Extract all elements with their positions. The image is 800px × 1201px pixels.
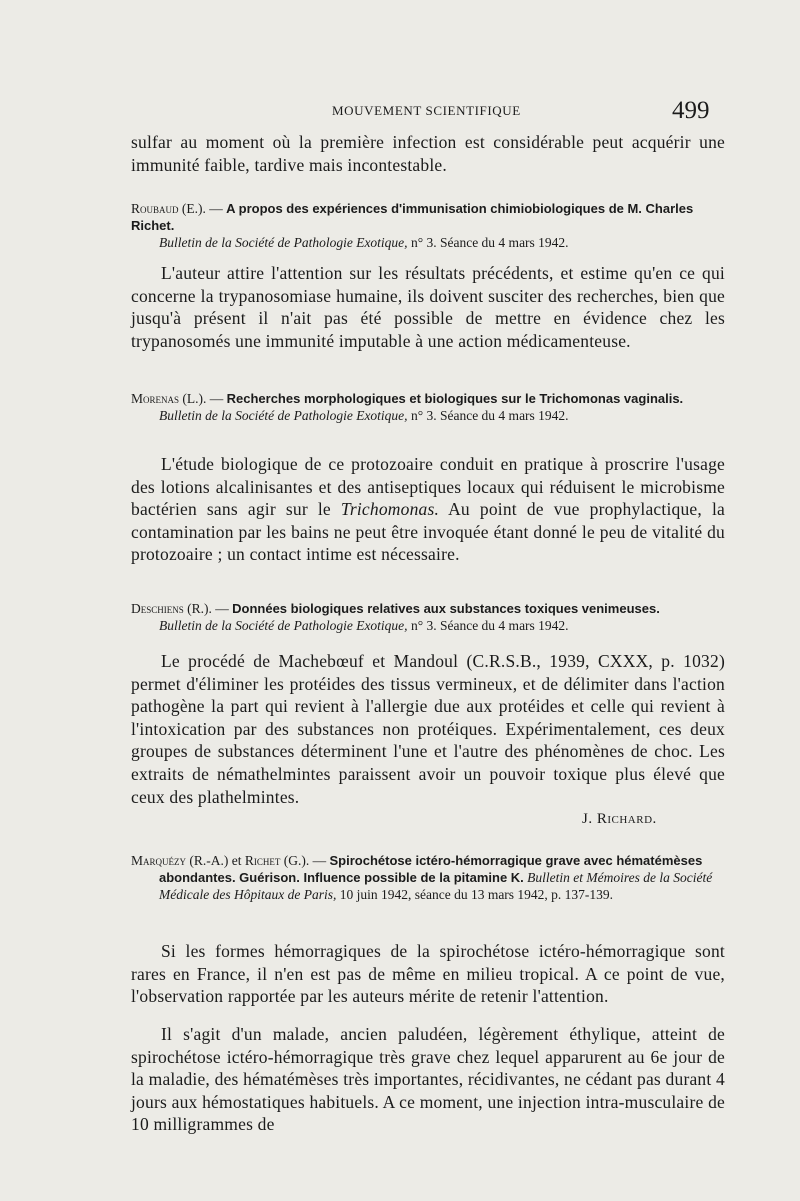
entry-title: Données biologiques relatives aux substances toxiques venimeuses. <box>232 601 660 616</box>
entry-source <box>131 234 725 251</box>
reviewer-signature <box>582 811 657 828</box>
opening-paragraph: sulfar au moment où la première infection est considérable peut acquérir une immunité faible, tardive mais incontestable. <box>131 132 725 175</box>
page-number: 499 <box>672 97 710 124</box>
summary-text: L'étude biologique de ce protozoaire conduit en pratique à proscrire l'usage des lotions alcalinisantes et des antiseptiques locaux qui réduisent le microbisme bactérien sans agir sur le <box>131 454 725 520</box>
entry-dash: — <box>206 391 227 406</box>
entry-title: A propos des expériences d'immunisation chimiobiologiques de M. Charles Richet. <box>131 201 694 233</box>
entry-dash: — <box>211 601 233 616</box>
entry-source <box>131 407 725 424</box>
source-journal: Bulletin de la Société de Pathologie Exotique, <box>159 408 408 423</box>
entry-roubaud-summary: L'auteur attire l'attention sur les résultats précédents, et estime qu'en ce qui concerne la trypanosomiase humaine, ils doivent susciter des recherches, bien que jusqu'à présent il n'ait pas été possible de mettre en évidence chez les trypanosomés une immunité imputable à une action médicamenteuse. <box>131 263 725 351</box>
entry-dash: — <box>309 853 330 868</box>
entry-roubaud-citation <box>131 200 725 251</box>
entry-dash: — <box>205 201 227 216</box>
source-journal: Bulletin et Mémoires de la Société Médicale des Hôpitaux de Paris, <box>159 870 713 902</box>
entry-marquezy-summary: Si les formes hémorragiques de la spirochétose ictéro-hémorragique sont rares en France, il n'en est pas de même en milieu tropical. A ce point de vue, l'observation rapportée par les auteurs mérite de retenir l'attention. <box>131 941 725 1007</box>
signature-initial: J. <box>582 811 593 827</box>
running-header <box>0 97 800 125</box>
entry-deschiens-citation <box>131 600 725 634</box>
source-details: n° 3. Séance du 4 mars 1942. <box>407 618 569 633</box>
source-journal: Bulletin de la Société de Pathologie Exotique, <box>159 235 408 250</box>
source-details: 10 juin 1942, séance du 13 mars 1942, p. 137-139. <box>336 887 614 902</box>
signature-name: Richard. <box>596 811 657 827</box>
entry-author: Morenas (L.). <box>131 391 207 406</box>
entry-morenas-summary <box>131 453 725 566</box>
entry-marquezy-summary-continued: Il s'agit d'un malade, ancien paludéen, légèrement éthylique, atteint de spirochétose ictéro-hémorragique très grave chez lequel apparurent au 6e jour de la maladie, des hématémèses très importantes, récidivantes, ne cédant pas durant 4 jours aux hémostatiques habituels. A ce moment, une injection intra-musculaire de 10 milligrammes de <box>131 1024 725 1135</box>
entry-author: Deschiens (R.). <box>131 601 212 616</box>
entry-title: Spirochétose ictéro-hémorragique grave avec hématémèses abondantes. Guérison. Influence possible de la pitamine K. <box>159 853 703 885</box>
entry-source <box>131 617 725 634</box>
source-details: n° 3. Séance du 4 mars 1942. <box>407 235 569 250</box>
entry-author: Marquézy (R.-A.) <box>131 853 229 868</box>
entry-connector: et <box>228 853 245 868</box>
entry-deschiens-summary: Le procédé de Machebœuf et Mandoul (C.R.S.B., 1939, CXXX, p. 1032) permet d'éliminer les protéides des tissus vermineux, et de délimiter dans l'action pathogène la part qui revient à l'allergie due aux protéides et celle qui revient à l'intoxication par des substances non protéiques. Expérimentalement, ces deux groupes de substances déterminent l'une et l'autre des phénomènes de choc. Les extraits de némathelmintes paraissent avoir un pouvoir toxique plus élevé que ceux des plathelmintes. <box>131 651 725 807</box>
source-journal: Bulletin de la Société de Pathologie Exotique, <box>159 618 408 633</box>
entry-marquezy-citation <box>131 852 753 903</box>
running-title: MOUVEMENT SCIENTIFIQUE <box>332 103 521 118</box>
entry-author-2: Richet (G.). <box>244 853 310 868</box>
source-details: n° 3. Séance du 4 mars 1942. <box>407 408 569 423</box>
entry-title: Recherches morphologiques et biologiques sur le Trichomonas vaginalis. <box>226 391 684 406</box>
summary-species-name: Trichomonas. <box>340 499 440 520</box>
entry-author: Roubaud (E.). <box>131 201 206 216</box>
entry-morenas-citation <box>131 390 725 424</box>
summary-text-continued: Au point de vue prophylactique, la contamination par les bains ne peut être invoquée étant donné le peu de vitalité du protozoaire ; un contact intime est nécessaire. <box>131 499 725 565</box>
